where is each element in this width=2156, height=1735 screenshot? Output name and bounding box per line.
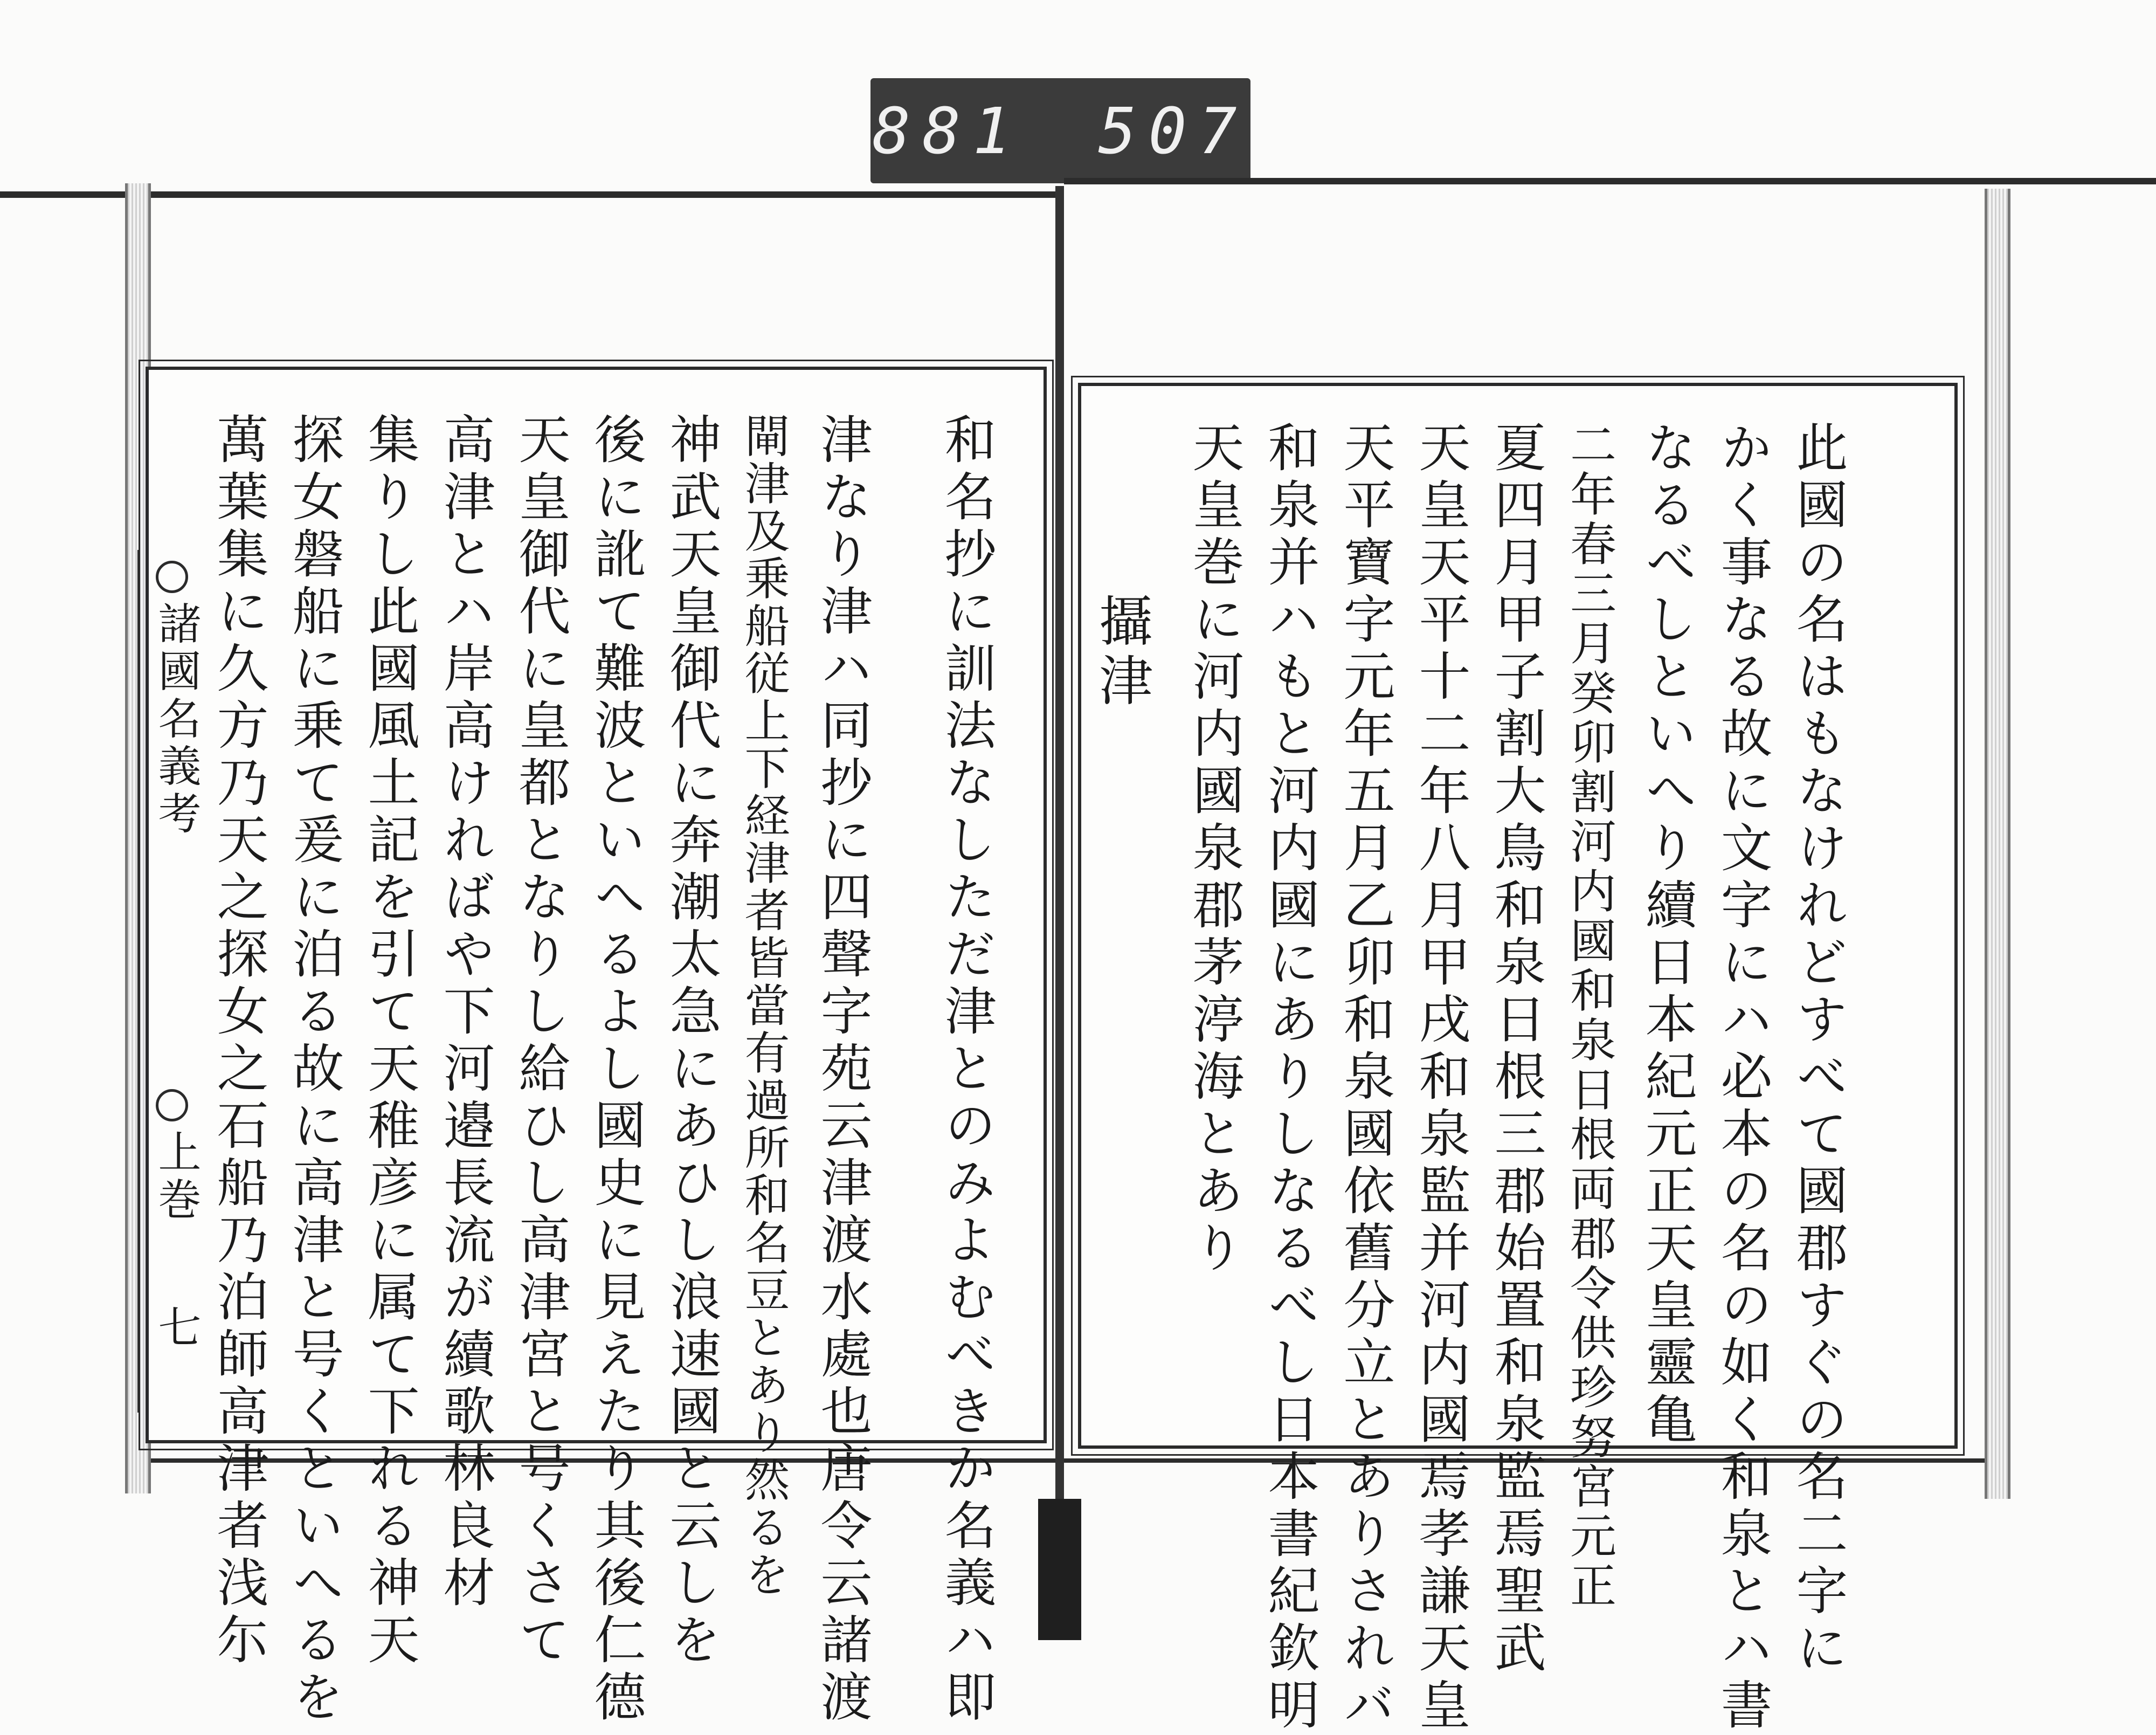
left-column-9: 津なり津ハ同抄に四聲字苑云津渡水處也唐令云諸渡 (812, 412, 873, 1727)
top-edge-line-right (1064, 178, 2156, 184)
right-column-5: 夏四月甲子割大鳥和泉日根三郡始置和泉監焉聖武 (1486, 421, 1546, 1678)
left-column-3: 集りし此國風土記を引て天稚彦に属て下れる神天 (360, 412, 420, 1670)
right-column-4: 天皇天平十二年八月甲戌和泉監并河内國焉孝謙天皇 (1411, 421, 1471, 1735)
left-column-7: 神武天皇御代に奔潮太急にあひし浪速國と云しを (661, 412, 722, 1670)
right-page-edge (1985, 189, 2010, 1499)
left-column-4: 高津とハ岸高ければや下河邉長流が續歌林良材 (435, 412, 495, 1613)
right-column-8: かく事なる故に文字にハ必本の名の如く和泉とハ書 (1712, 421, 1773, 1735)
volume-label: 上巻 (151, 1130, 201, 1224)
folio-circle-bottom (156, 1089, 188, 1121)
top-edge-line-left (0, 191, 1055, 198)
left-column-8: 閘津及乗船従上下経津者皆當有過所和名豆とあり然るを (737, 412, 790, 1599)
spine-clip (1038, 1499, 1081, 1640)
right-column-2: 和泉并ハもと河内國にありしなるべし日本書紀欽明 (1260, 421, 1320, 1735)
left-column-5: 天皇御代に皇都となりし給ひし高津宮と号くさて (510, 412, 571, 1670)
right-column-7: なるべしといへり續日本紀元正天皇靈亀 (1637, 421, 1697, 1449)
folio-circle-top (156, 561, 188, 593)
left-column-2: 探女磐船に乗て爰に泊る故に高津と号くといへるを (284, 412, 344, 1727)
left-column-6: 後に訛て難波といへるよし國史に見えたり其後仁德 (586, 412, 646, 1727)
right-column-6: 二年春三月癸卯割河内國和泉日根両郡令供珍努宮元正 (1562, 421, 1616, 1611)
page-number: 七 (151, 1305, 201, 1352)
book-title: 諸國名義考 (151, 601, 201, 838)
left-column-1: 萬葉集に久方乃天之探女之石船乃泊師高津者浅尓 (209, 412, 269, 1670)
reel-number: 881 (872, 93, 1023, 168)
right-column-3: 天平寶字元年五月乙卯和泉國依舊分立とありされバ (1335, 421, 1395, 1735)
left-column-10: 和名抄に訓法なしただ津とのみよむべきか名義ハ即 (936, 412, 997, 1727)
book-spine (1055, 186, 1064, 1507)
section-title: 攝津 (1090, 593, 1153, 712)
film-frame-number (870, 78, 1250, 183)
right-column-1: 天皇巻に河内國泉郡茅渟海とあり (1184, 421, 1245, 1278)
frame-number: 507 (1098, 93, 1249, 168)
left-folio-strip (137, 550, 204, 1413)
right-column-9: 此國の名はもなけれどすべて國郡すぐの名二字に (1788, 421, 1848, 1678)
